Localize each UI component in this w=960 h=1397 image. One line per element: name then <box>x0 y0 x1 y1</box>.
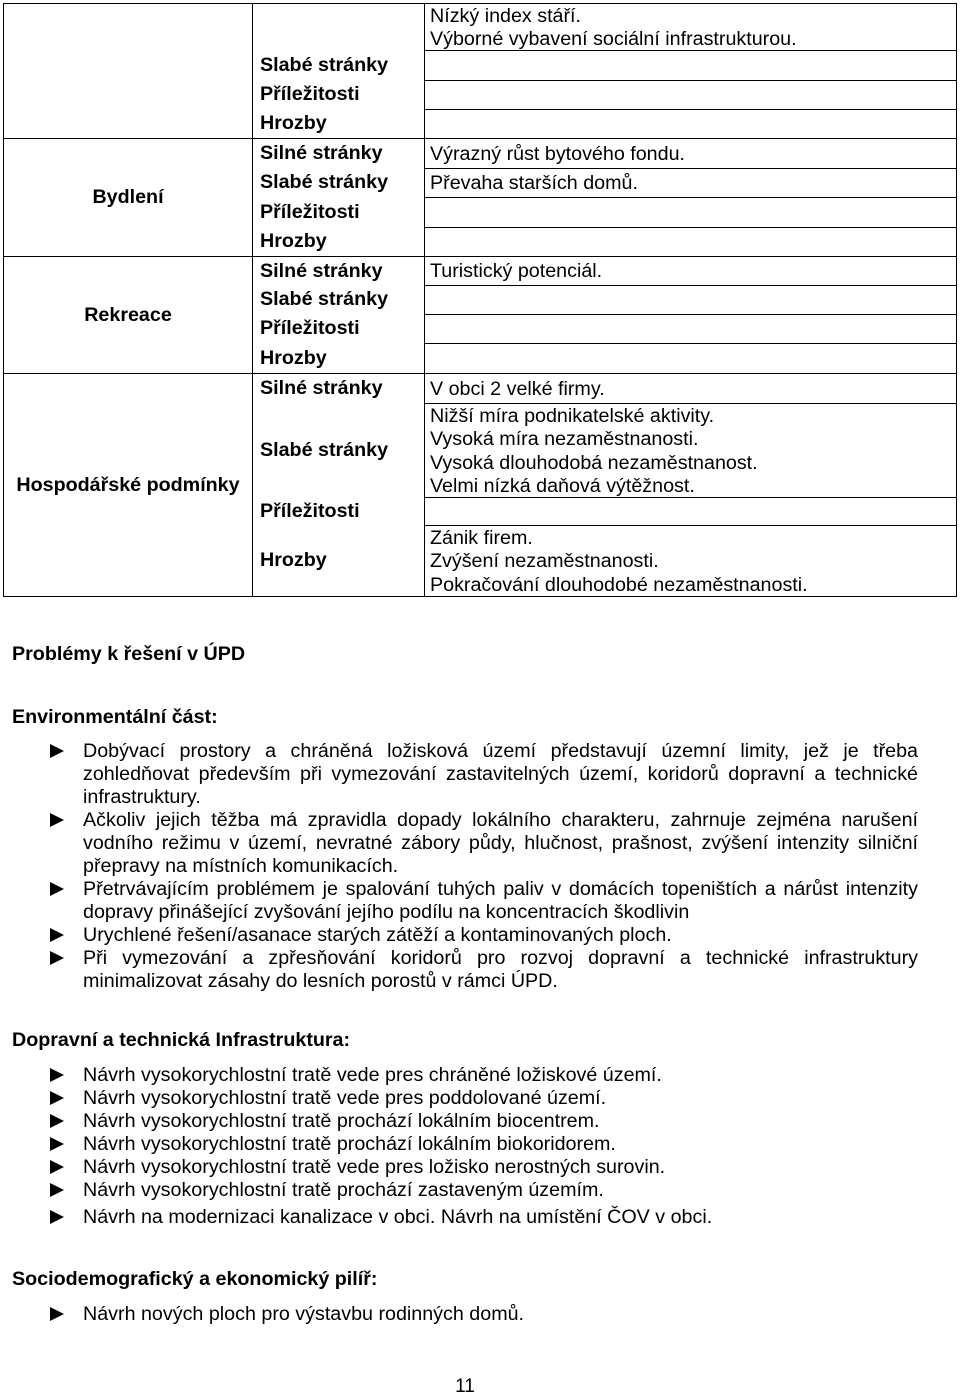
swot-content-cell <box>425 138 956 168</box>
swot-content-line: Nižší míra podnikatelské aktivity. <box>430 404 715 427</box>
swot-content-line: Převaha starších domů. <box>430 172 638 195</box>
swot-content-line: Velmi nízká daňová výtěžnost. <box>430 475 695 497</box>
swot-label: Silné stránky <box>253 138 424 168</box>
category-cell <box>4 373 252 596</box>
bullet-list <box>50 1064 918 1229</box>
swot-label: Slabé stránky <box>260 53 389 76</box>
bullet-icon <box>50 878 83 901</box>
list-item <box>50 740 918 809</box>
list-item-text: Urychlené řešení/asanace starých zátěží a kontaminovaných ploch. <box>83 924 672 946</box>
swot-content-cell <box>425 256 956 285</box>
swot-content-line: Výborné vybavení sociální infrastrukturou. <box>430 28 797 50</box>
list-item <box>50 1133 918 1156</box>
bullet-icon <box>50 809 83 832</box>
list-item <box>50 809 918 878</box>
swot-content-line: Turistický potenciál. <box>430 260 603 283</box>
list-item-text: Dobývací prostory a chráněná ložisková území představují územní limity, jež je třeba zohledňovat především při vymezování zastavitelných území, koridorů dopravní a technické infrastruktury. <box>83 740 918 808</box>
swot-content-cell <box>425 227 956 256</box>
swot-label: Hrozby <box>260 112 327 134</box>
swot-label: Hrozby <box>260 346 327 369</box>
swot-content-cell <box>425 343 956 373</box>
list-item-text: Návrh vysokorychlostní tratě prochází lokálním biokoridorem. <box>83 1133 616 1155</box>
list-item <box>50 1303 918 1326</box>
swot-content-line: Výrazný růst bytového fondu. <box>430 142 685 165</box>
category-cell <box>4 138 252 256</box>
swot-content-line: Vysoká dlouhodobá nezaměstnanost. <box>430 451 758 474</box>
list-item-text: Návrh nových ploch pro výstavbu rodinných domů. <box>83 1303 525 1325</box>
swot-content-line: Zvýšení nezaměstnanosti. <box>430 550 659 573</box>
list-item <box>50 1206 918 1229</box>
bullet-icon <box>50 1179 83 1202</box>
bullet-icon <box>50 740 83 763</box>
swot-content-cell <box>425 197 956 227</box>
swot-label: Příležitosti <box>260 83 360 105</box>
swot-label: Slabé stránky <box>260 171 389 193</box>
list-item <box>50 878 918 924</box>
bullet-icon <box>50 1064 83 1087</box>
page-number: 11 <box>455 1376 475 1397</box>
swot-content-line: Pokračování dlouhodobé nezaměstnanosti. <box>430 573 808 596</box>
swot-content-line: V obci 2 velké firmy. <box>430 377 605 400</box>
list-item <box>50 947 918 993</box>
swot-content-cell <box>425 373 956 403</box>
list-item <box>50 1179 918 1202</box>
swot-content-cell <box>425 285 956 314</box>
swot-content-line: Nízký index stáří. <box>430 4 581 27</box>
list-item <box>50 1064 918 1087</box>
swot-content-cell <box>425 109 956 138</box>
category-label: Bydlení <box>92 186 164 208</box>
category-label: Rekreace <box>84 303 172 326</box>
category-cell <box>4 4 252 138</box>
bullet-icon <box>50 1087 83 1110</box>
swot-content-cell <box>425 403 956 497</box>
swot-label: Příležitosti <box>260 499 360 522</box>
swot-content-cell <box>425 497 956 525</box>
swot-content-cell <box>425 50 956 80</box>
section-title: Problémy k řešení v ÚPD <box>12 643 246 665</box>
bullet-icon <box>50 1133 83 1156</box>
list-item-text: Při vymezování a zpřesňování koridorů pro rozvoj dopravní a technické infrastruktury minimalizovat zásahy do lesních porostů v rámci ÚPD. <box>83 947 918 992</box>
swot-label: Hrozby <box>260 549 327 571</box>
bullet-icon <box>50 1303 83 1326</box>
bullet-icon <box>50 924 83 947</box>
swot-content-cell <box>425 168 956 197</box>
subsection-heading: Sociodemografický a ekonomický pilíř: <box>12 1268 378 1290</box>
list-item-text: Ačkoliv jejich těžba má zpravidla dopady lokálního charakteru, zahrnuje zejména narušení vodního režimu v území, nevratné zábory půdy, hlučnost, prašnost, zvýšení intenzity silniční přepravy na místních komunikacích. <box>83 809 918 877</box>
list-item-text: Návrh vysokorychlostní tratě vede pres poddolované území. <box>83 1087 607 1109</box>
swot-label: Silné stránky <box>253 373 424 403</box>
swot-content-line: Vysoká míra nezaměstnanosti. <box>430 428 699 450</box>
bullet-icon <box>50 1110 83 1133</box>
list-item-text: Přetrvávajícím problémem je spalování tuhých paliv v domácích topeništích a nárůst intenzity dopravy přinášející zvyšování jejího podílu na koncentracích škodlivin <box>83 878 918 923</box>
swot-label: Slabé stránky <box>260 438 389 461</box>
bullet-list <box>50 1303 918 1326</box>
list-item <box>50 1110 918 1133</box>
list-item <box>50 924 918 947</box>
swot-content-cell <box>425 314 956 343</box>
swot-label: Slabé stránky <box>260 288 389 310</box>
swot-content-cell <box>425 4 956 50</box>
subsection-heading: Dopravní a technická Infrastruktura: <box>12 1029 351 1051</box>
list-item <box>50 1087 918 1110</box>
swot-content-line: Zánik firem. <box>430 526 533 549</box>
category-label: Hospodářské podmínky <box>16 473 240 496</box>
list-item-text: Návrh vysokorychlostní tratě prochází zastaveným územím. <box>83 1179 604 1201</box>
swot-content-cell <box>425 80 956 109</box>
swot-label: Příležitosti <box>260 317 360 339</box>
list-item-text: Návrh na modernizaci kanalizace v obci. Návrh na umístění ČOV v obci. <box>83 1206 713 1228</box>
swot-label: Hrozby <box>260 230 327 252</box>
category-cell <box>4 256 252 373</box>
list-item-text: Návrh vysokorychlostní tratě prochází lokálním biocentrem. <box>83 1110 600 1132</box>
swot-label: Příležitosti <box>260 200 360 223</box>
bullet-list <box>50 740 918 993</box>
bullet-icon <box>50 1156 83 1179</box>
swot-label: Silné stránky <box>253 256 424 285</box>
bullet-icon <box>50 947 83 970</box>
list-item <box>50 1156 918 1179</box>
swot-content-cell <box>425 525 956 596</box>
list-item-text: Návrh vysokorychlostní tratě vede pres chráněné ložiskové území. <box>83 1064 662 1086</box>
subsection-heading: Environmentální část: <box>12 706 218 728</box>
bullet-icon <box>50 1206 83 1229</box>
swot-table <box>4 4 956 596</box>
list-item-text: Návrh vysokorychlostní tratě vede pres ložisko nerostných surovin. <box>83 1156 666 1178</box>
